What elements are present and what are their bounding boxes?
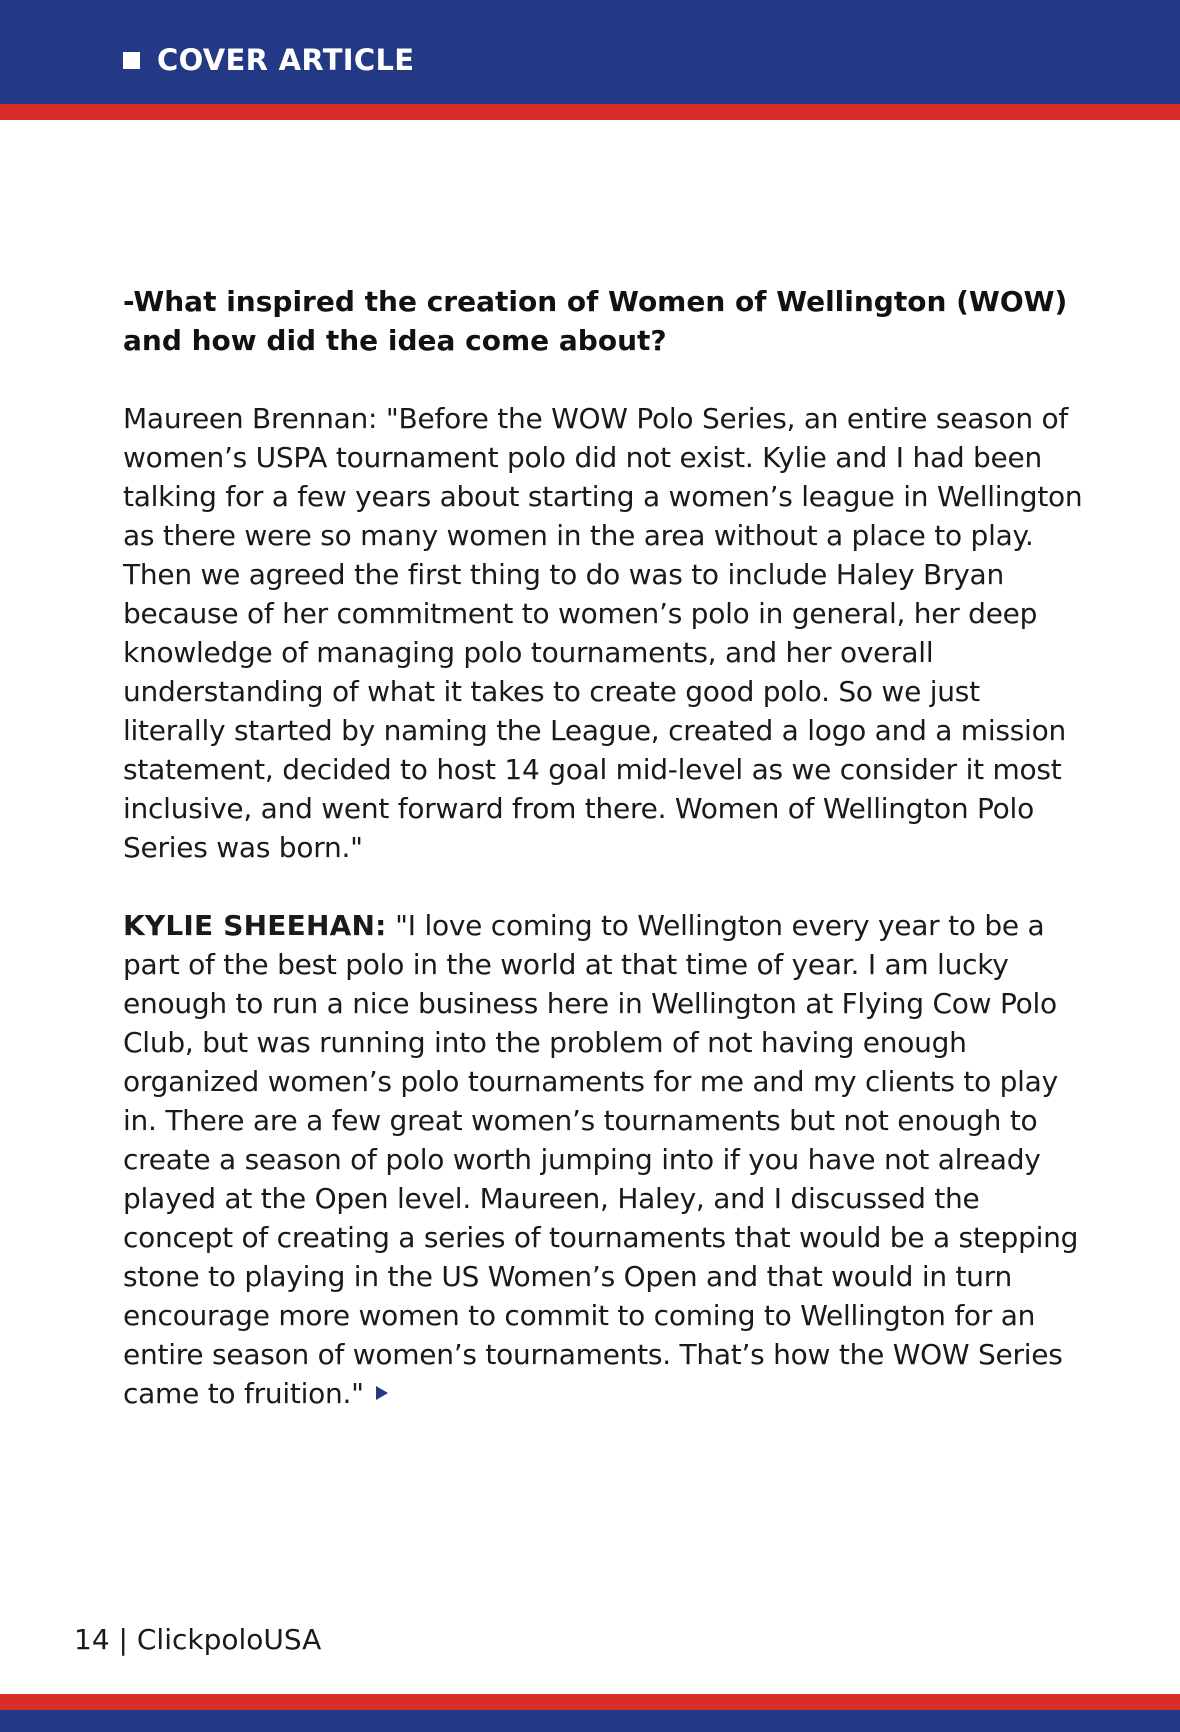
answer-maureen-brennan (123, 399, 1083, 867)
square-bullet-icon (123, 52, 140, 69)
triangle-right-icon (376, 1386, 388, 1400)
section-label (123, 43, 415, 77)
speaker-name: Maureen Brennan: (123, 402, 378, 435)
answer-text: "Before the WOW Polo Series, an entire season of women’s USPA tournament polo did not exist. Kylie and I had been talking for a few years about starting a women’s league in Wellington as there were so many women in the area without a place to play. Then we agreed the first thing to do was to include Haley Bryan because of her commitment to women’s polo in general, her deep knowledge of managing polo tournaments, and her overall understanding of what it takes to create good polo. So we just literally started by naming the League, created a logo and a mission statement, decided to host 14 goal mid-level as we consider it most inclusive, and went forward from there. Women of Wellington Polo Series was born." (123, 402, 1083, 864)
section-label-text: COVER ARTICLE (157, 43, 415, 77)
answer-text: "I love coming to Wellington every year to be a part of the best polo in the world at that time of year. I am lucky enough to run a nice business here in Wellington at Flying Cow Polo Club, but was running into the problem of not having enough organized women’s polo tournaments for me and my clients to play in. There are a few great women’s tournaments but not enough to create a season of polo worth jumping into if you have not already played at the Open level. Maureen, Haley, and I discussed the concept of creating a series of tournaments that would be a stepping stone to playing in the US Women’s Open and that would in turn encourage more women to commit to coming to Wellington for an entire season of women’s tournaments. That’s how the WOW Series came to fruition." (123, 909, 1079, 1410)
page-footer-label: 14 | ClickpoloUSA (74, 1623, 322, 1656)
interview-question: -What inspired the creation of Women of Wellington (WOW) and how did the idea come about? (123, 285, 1068, 357)
answer-kylie-sheehan (123, 906, 1083, 1413)
footer-bar (0, 1710, 1180, 1732)
footer-red-stripe (0, 1694, 1180, 1710)
article-body (123, 282, 1083, 1413)
speaker-name: KYLIE SHEEHAN: (123, 909, 387, 942)
header-red-stripe (0, 104, 1180, 120)
